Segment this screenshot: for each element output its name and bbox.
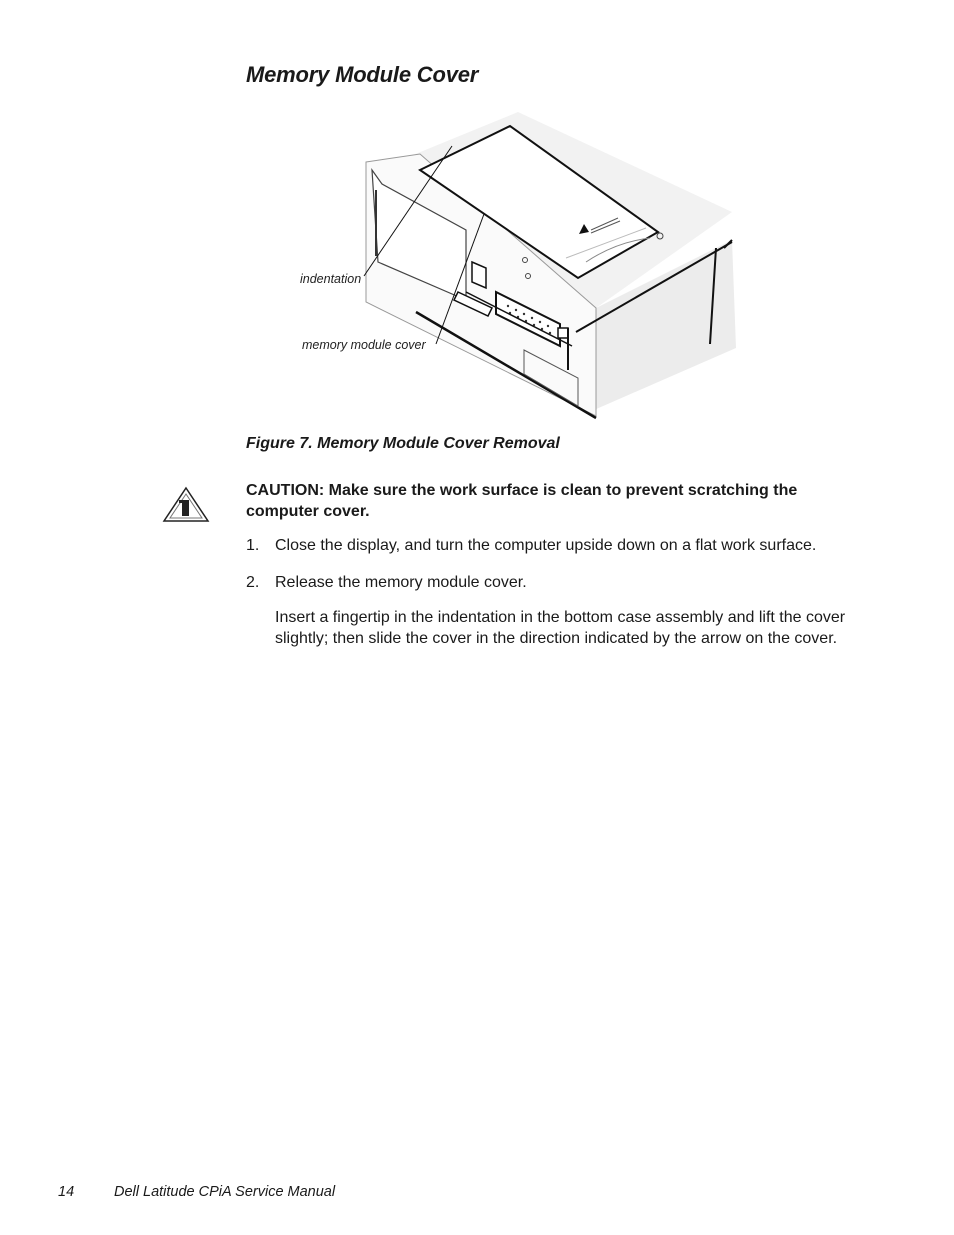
page-number: 14 [58,1184,75,1200]
caution-triangle-icon [162,486,210,524]
step-number: 2. [246,573,260,591]
callout-indentation: indentation [300,272,362,286]
caution-text: CAUTION: Make sure the work surface is clean to prevent scratching the computer cover. [246,482,798,520]
page-footer [58,1184,336,1200]
step-text: Close the display, and turn the computer upside down on a flat work surface. [275,537,817,554]
step-item [246,536,846,557]
procedure-steps [246,536,846,665]
memory-module-cover-illustration [296,112,756,424]
callout-memory-module-cover: memory module cover [302,338,426,352]
step-item [246,573,846,650]
section-title: Memory Module Cover [246,62,479,87]
step-detail: Insert a fingertip in the indentation in the bottom case assembly and lift the cover slightly; then slide the cover in the direction indicated by the arrow on the cover. [275,609,846,647]
manual-title: Dell Latitude CPiA Service Manual [114,1184,336,1200]
figure-caption: Figure 7. Memory Module Cover Removal [246,435,560,452]
step-text: Release the memory module cover. [275,573,527,591]
step-number: 1. [246,537,260,554]
laptop-bottom-drawing [296,112,756,424]
